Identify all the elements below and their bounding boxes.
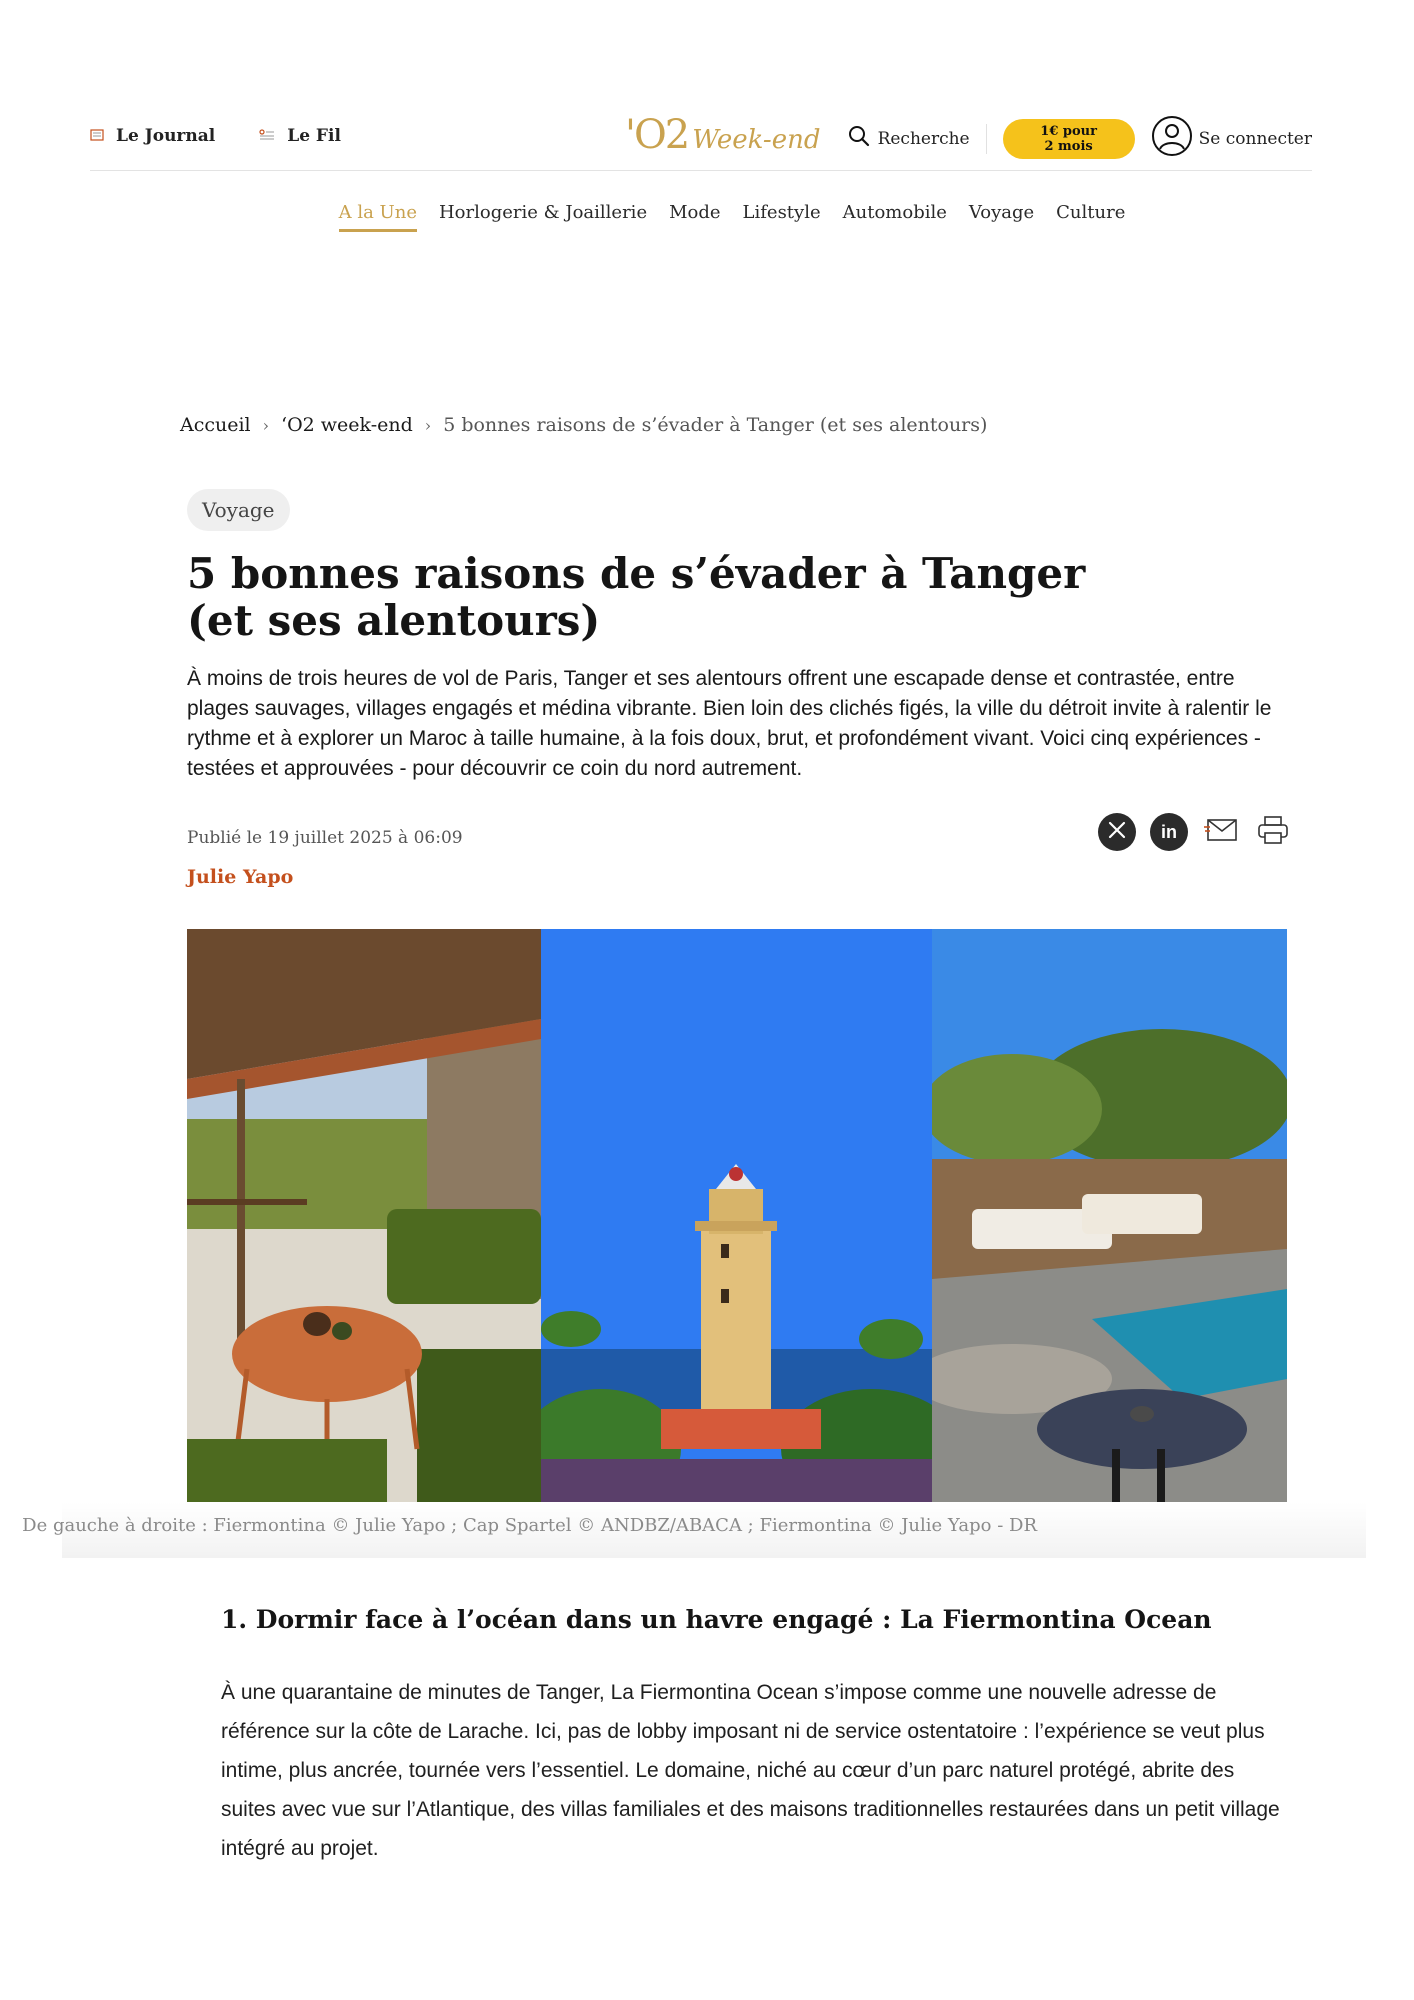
x-share-button[interactable] bbox=[1098, 813, 1136, 851]
image-caption: De gauche à droite : Fiermontina © Julie Yapo ; Cap Spartel © ANDBZ/ABACA ; Fiermontina © Julie Yapo - DR bbox=[22, 1515, 1037, 1536]
nav-culture[interactable]: Culture bbox=[1056, 202, 1126, 223]
email-share-button[interactable] bbox=[1202, 813, 1240, 851]
breadcrumb-home[interactable]: Accueil bbox=[180, 414, 251, 436]
login-button[interactable] bbox=[1151, 115, 1312, 162]
share-bar bbox=[1098, 813, 1292, 851]
promo-line-1: 1€ pour bbox=[1040, 123, 1097, 139]
search-button[interactable] bbox=[848, 124, 987, 154]
breadcrumb-current: 5 bonnes raisons de s’évader à Tanger (et ses alentours) bbox=[443, 414, 988, 436]
logo-mark: 'O2 bbox=[625, 112, 689, 158]
article-lead: À moins de trois heures de vol de Paris, Tanger et ses alentours offrent une escapade dense et contrastée, entre plages sauvages, villages engagés et médina vibrante. Bien loin des clichés figés, la ville du détroit invite à ralentir le rythme et à explorer un Maroc à taille humaine, à la fois doux, brut, et profondément vivant. Voici cinq expériences - testées et approuvées - pour découvrir ce coin du nord autrement. bbox=[187, 667, 1272, 780]
login-label: Se connecter bbox=[1198, 128, 1312, 149]
section-1-body: À une quarantaine de minutes de Tanger, La Fiermontina Ocean s’impose comme une nouvelle adresse de référence sur la côte de Larache. Ici, pas de lobby imposant ni de service ostentatoire : l’expérience se veut plus intime, plus ancrée, tournée vers l’essentiel. Le domaine, niché au cœur d’un parc naturel protégé, abrite des suites avec vue sur l’Atlantique, des villas familiales et des maisons traditionnelles restaurées dans un petit village intégré au projet. bbox=[221, 1681, 1280, 1860]
x-icon bbox=[1108, 821, 1126, 844]
le-journal-link[interactable] bbox=[90, 126, 215, 146]
nav-horlogerie-joaillerie[interactable]: Horlogerie & Joaillerie bbox=[438, 202, 648, 223]
le-fil-label: Le Fil bbox=[287, 126, 341, 146]
linkedin-share-button[interactable] bbox=[1150, 813, 1188, 851]
category-tag[interactable]: Voyage bbox=[187, 489, 290, 531]
site-header bbox=[90, 112, 1312, 171]
author-link[interactable]: Julie Yapo bbox=[187, 866, 294, 888]
chevron-right-icon: › bbox=[424, 415, 432, 435]
breadcrumb-section[interactable]: ‘O2 week-end bbox=[281, 414, 413, 436]
top-right-nav bbox=[848, 115, 1312, 162]
search-icon bbox=[848, 125, 870, 152]
main-nav bbox=[0, 202, 1414, 232]
le-journal-label: Le Journal bbox=[116, 126, 216, 146]
nav-a-la-une[interactable]: A la Une bbox=[339, 202, 417, 232]
logo-word: Week-end bbox=[692, 125, 821, 155]
top-left-nav bbox=[90, 126, 341, 146]
lighthouse-photo bbox=[541, 929, 932, 1502]
nav-voyage[interactable]: Voyage bbox=[968, 202, 1035, 223]
chevron-right-icon: › bbox=[262, 415, 270, 435]
mail-icon bbox=[1204, 818, 1238, 847]
promo-line-2: 2 mois bbox=[1044, 138, 1093, 154]
linkedin-icon: in bbox=[1161, 821, 1177, 842]
user-icon bbox=[1151, 115, 1193, 162]
le-fil-link[interactable] bbox=[259, 126, 341, 146]
nav-lifestyle[interactable]: Lifestyle bbox=[742, 202, 821, 223]
publish-date: Publié le 19 juillet 2025 à 06:09 bbox=[187, 828, 463, 848]
print-icon bbox=[1257, 815, 1289, 850]
breadcrumb bbox=[180, 414, 987, 436]
subscribe-promo-button[interactable] bbox=[1003, 119, 1135, 159]
pool-photo bbox=[932, 929, 1287, 1502]
nav-mode[interactable]: Mode bbox=[669, 202, 721, 223]
site-logo[interactable] bbox=[625, 112, 821, 162]
terrace-photo bbox=[187, 929, 541, 1502]
hero-image bbox=[187, 929, 1287, 1502]
print-button[interactable] bbox=[1254, 813, 1292, 851]
newspaper-icon bbox=[90, 126, 104, 146]
nav-automobile[interactable]: Automobile bbox=[842, 202, 947, 223]
article-title: 5 bonnes raisons de s’évader à Tanger (et ses alentours) bbox=[187, 549, 1086, 645]
news-feed-icon bbox=[259, 126, 275, 146]
search-label: Recherche bbox=[877, 128, 970, 149]
section-1-title: 1. Dormir face à l’océan dans un havre engagé : La Fiermontina Ocean bbox=[221, 1605, 1212, 1634]
